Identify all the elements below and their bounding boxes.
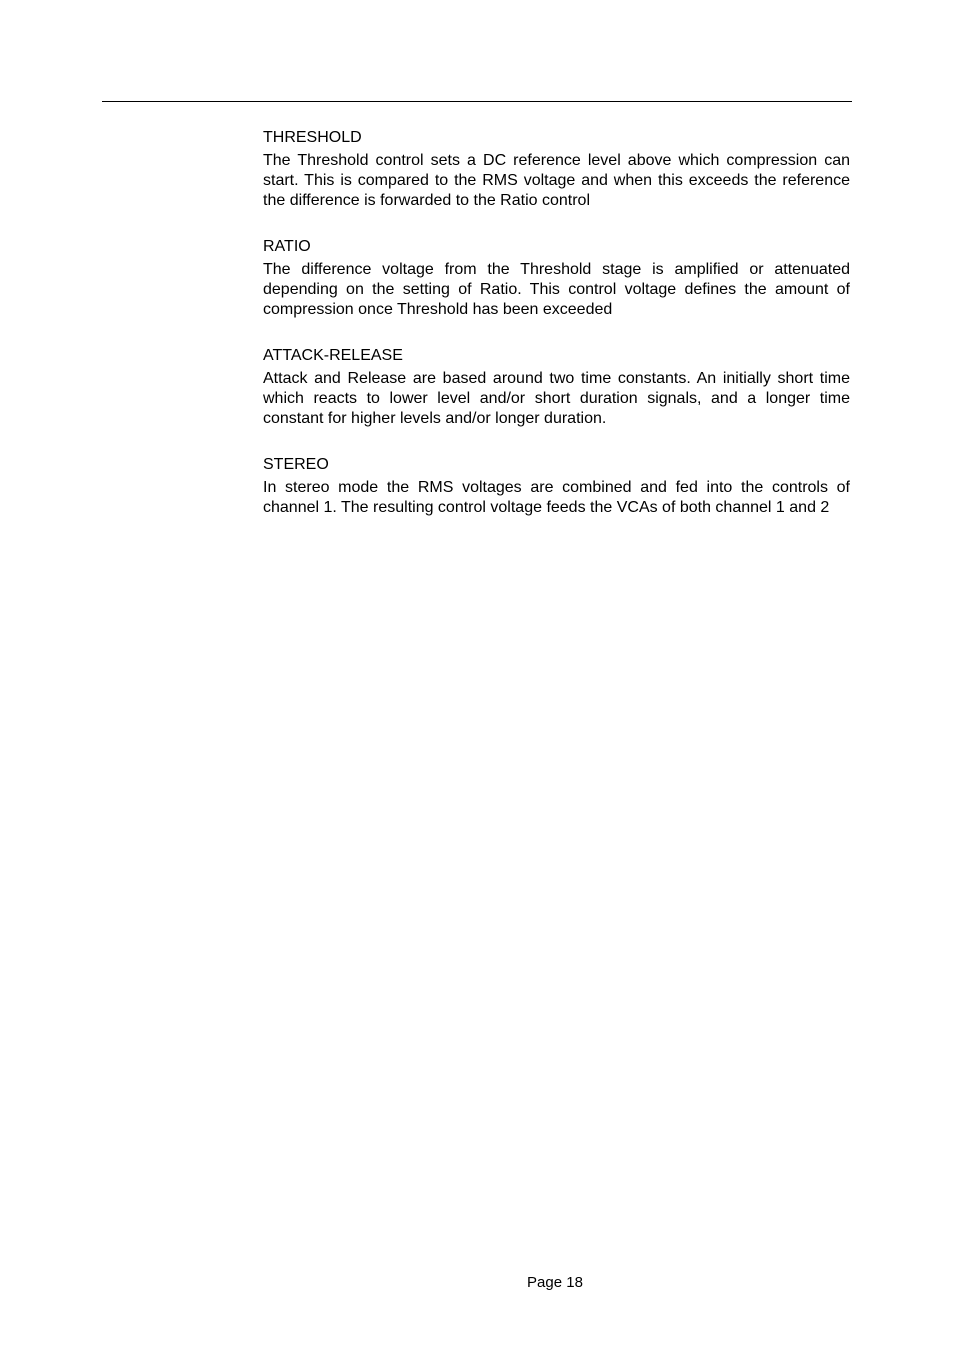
section-threshold [263,128,850,211]
section-heading: ATTACK-RELEASE [263,347,403,364]
header-rule [102,101,852,102]
section-stereo [263,455,850,518]
section-heading: RATIO [263,238,311,255]
section-paragraph: The difference voltage from the Threshold stage is amplified or attenuated depending on the setting of Ratio. This control voltage defines the amount of compression once Threshold has been exceeded [263,261,850,318]
section-heading: THRESHOLD [263,129,362,146]
page-number: Page 18 [527,1274,583,1291]
section-attack-release [263,346,850,429]
section-paragraph: Attack and Release are based around two time constants. An initially short time which reacts to lower level and/or short duration signals, and a longer time constant for higher levels and/or longer duration. [263,370,850,427]
document-body [263,128,850,544]
section-paragraph: In stereo mode the RMS voltages are combined and fed into the controls of channel 1. The resulting control voltage feeds the VCAs of both channel 1 and 2 [263,479,850,516]
section-paragraph: The Threshold control sets a DC reference level above which compression can start. This is compared to the RMS voltage and when this exceeds the reference the difference is forwarded to the Ratio control [263,152,850,209]
section-heading: STEREO [263,456,329,473]
section-ratio [263,237,850,320]
